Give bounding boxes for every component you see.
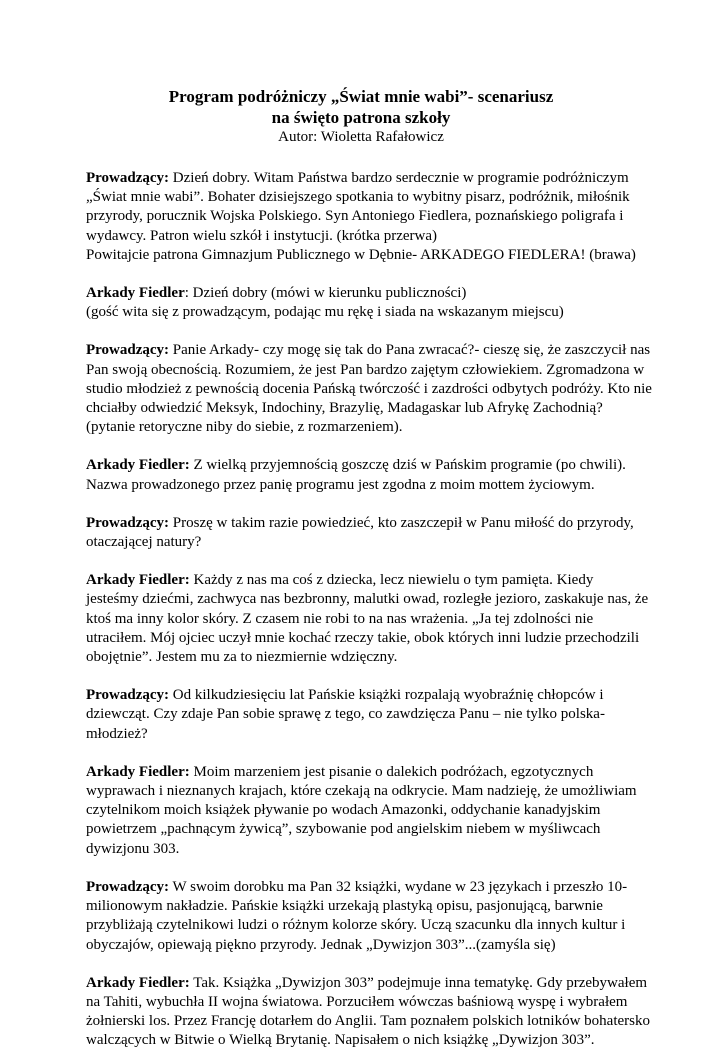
document-author: Autor: Wioletta Rafałowicz bbox=[278, 129, 444, 145]
dialogue-text: walczących w Bitwie o Wielką Brytanię. Napisałem o nich książkę „Dywizjon 303”. bbox=[86, 1032, 595, 1049]
dialogue-line bbox=[86, 571, 636, 590]
document-title bbox=[86, 86, 636, 128]
dialogue-line bbox=[86, 514, 636, 533]
dialogue-line bbox=[86, 284, 636, 303]
dialogue-text: Każdy z nas ma coś z dziecka, lecz niewielu o tym pamięta. Kiedy bbox=[189, 572, 594, 589]
speaker-name: Prowadzący: bbox=[86, 170, 170, 186]
dialogue-paragraph bbox=[86, 169, 636, 265]
dialogue-text: chciałby odwiedzić Meksyk, Indochiny, Brazylię, Madagaskar lub Afrykę Zachodnią? bbox=[86, 400, 603, 417]
dialogue-text: Powitajcie patrona Gimnazjum Publicznego w Dębnie- ARKADEGO FIEDLERA! (brawa) bbox=[86, 246, 636, 263]
dialogue-text: (pytanie retoryczne niby do siebie, z rozmarzeniem). bbox=[86, 419, 403, 436]
dialogue-text: : Dzień dobry (mówi w kierunku publiczności) bbox=[184, 285, 467, 302]
dialogue-text: jesteśmy dziećmi, zachwyca nas bezbronny, malutki owad, rozległe jezioro, zaskakuje nas, że bbox=[86, 591, 649, 608]
dialogue-line bbox=[86, 361, 645, 380]
dialogue-text: wyprawach i nieznanych krajach, które czekają na odkrycie. Mam nadzieję, że umożliwiam bbox=[86, 783, 637, 800]
dialogue-text: czytelnikom moich książek pływanie po wodach Amazonki, oddychanie kanadyjskim bbox=[86, 802, 601, 819]
dialogue-line bbox=[86, 820, 636, 839]
dialogue-text: Pan swoją obecnością. Rozumiem, że jest Pan bardzo zajętym człowiekiem. Zgromadzona w bbox=[86, 361, 645, 378]
dialogue-line bbox=[86, 878, 636, 897]
dialogue-text: otaczającej natury? bbox=[86, 534, 202, 551]
dialogue-paragraph bbox=[86, 878, 636, 955]
dialogue-line bbox=[86, 188, 636, 207]
dialogue-line bbox=[86, 629, 640, 648]
dialogue-text: na Tahiti, wybuchła II wojna światowa. Porzuciłem wówczas baśniową wyspę i wybrałem bbox=[86, 993, 628, 1010]
dialogue-line bbox=[86, 590, 649, 609]
document-body bbox=[86, 169, 652, 1051]
dialogue-text: Moim marzeniem jest pisanie o dalekich podróżach, egzotycznych bbox=[189, 763, 594, 780]
dialogue-paragraph bbox=[86, 763, 636, 859]
dialogue-line bbox=[86, 840, 636, 859]
dialogue-line bbox=[86, 916, 636, 935]
speaker-name: Prowadzący: bbox=[86, 342, 170, 359]
dialogue-line bbox=[86, 801, 636, 820]
dialogue-text: dziewcząt. Czy zdaje Pan sobie sprawę z tego, co zawdzięcza Panu – nie tylko polska- bbox=[86, 706, 605, 723]
dialogue-line bbox=[86, 246, 636, 265]
dialogue-text: przyrody, porucznik Wojska Polskiego. Syn Antoniego Fiedlera, poznańskiego poligrafa i bbox=[86, 208, 624, 225]
speaker-name: Prowadzący: bbox=[86, 687, 170, 704]
dialogue-text: wydawcy. Patron wielu szkół i instytucji. (krótka przerwa) bbox=[86, 227, 438, 244]
dialogue-text: przybliżają czytelnikowi ludzi o różnym kolorze skóry. Uczą szacunku dla innych kultur i bbox=[86, 917, 626, 934]
title-line-2: na święto patrona szkoły bbox=[271, 108, 451, 127]
dialogue-line bbox=[86, 686, 636, 705]
dialogue-text: (gość wita się z prowadzącym, podając mu rękę i siada na wskazanym miejscu) bbox=[86, 304, 564, 321]
dialogue-line bbox=[86, 418, 636, 437]
dialogue-line bbox=[86, 648, 636, 667]
dialogue-line bbox=[86, 380, 652, 399]
dialogue-text: żołnierski los. Przez Francję dotarłem do Anglii. Tam poznałem polskich lotników bohatersko bbox=[86, 1013, 650, 1030]
dialogue-text: ktoś ma inny kolor skóry. Z czasem nie robi to na nas wrażenia. „Ja tej zdolności nie bbox=[86, 610, 594, 627]
dialogue-line bbox=[86, 993, 636, 1012]
dialogue-text: milionowym nakładzie. Pańskie książki urzekają plastyką opisu, pasjonującą, barwnie bbox=[86, 898, 603, 915]
speaker-name: Prowadzący: bbox=[86, 514, 170, 531]
title-line-1: Program podróżniczy „Świat mnie wabi”- scenariusz bbox=[168, 87, 554, 106]
dialogue-paragraph bbox=[86, 341, 652, 437]
dialogue-text: W swoim dorobku ma Pan 32 książki, wydane w 23 językach i przeszło 10- bbox=[169, 878, 628, 895]
dialogue-text: młodzież? bbox=[86, 725, 148, 742]
dialogue-paragraph bbox=[86, 456, 636, 494]
dialogue-text: Proszę w takim razie powiedzieć, kto zaszczepił w Panu miłość do przyrody, bbox=[169, 514, 634, 531]
dialogue-text: Panie Arkady- czy mogę się tak do Pana zwracać?- cieszę się, że zaszczycił nas bbox=[169, 342, 651, 359]
dialogue-text: obyczajów, opiewają piękno przyrody. Jednak „Dywizjon 303”...(zamyśla się) bbox=[86, 936, 556, 953]
dialogue-line bbox=[86, 897, 636, 916]
dialogue-line bbox=[86, 974, 648, 993]
dialogue-line bbox=[86, 303, 636, 322]
dialogue-line bbox=[86, 476, 636, 495]
speaker-name: Arkady Fiedler: bbox=[86, 457, 190, 474]
dialogue-text: „Świat mnie wabi”. Bohater dzisiejszego spotkania to wybitny pisarz, podróżnik, miłośnik bbox=[86, 189, 630, 206]
dialogue-line bbox=[86, 1012, 650, 1031]
dialogue-line bbox=[86, 1031, 636, 1050]
dialogue-text: Z wielką przyjemnością goszczę dziś w Pańskim programie (po chwili). bbox=[189, 457, 626, 474]
speaker-name: Arkady Fiedler bbox=[86, 285, 185, 302]
dialogue-text: powietrzem „pachnącym żywicą”, szybowanie pod angielskim niebem w myśliwcach bbox=[86, 821, 601, 838]
dialogue-text: dywizjonu 303. bbox=[86, 840, 180, 857]
dialogue-line bbox=[86, 207, 636, 226]
speaker-name: Prowadzący: bbox=[86, 878, 170, 895]
dialogue-line bbox=[86, 169, 636, 188]
dialogue-line bbox=[86, 936, 636, 955]
dialogue-paragraph bbox=[86, 571, 649, 667]
dialogue-line bbox=[86, 341, 651, 360]
dialogue-line bbox=[86, 725, 636, 744]
dialogue-text: utraciłem. Mój ojciec uczył mnie kochać rzeczy takie, obok których inni ludzie przechodzili bbox=[86, 629, 640, 646]
dialogue-text: Tak. Książka „Dywizjon 303” podejmuje inna tematykę. Gdy przebywałem bbox=[189, 974, 648, 991]
dialogue-paragraph bbox=[86, 514, 636, 552]
dialogue-text: Od kilkudziesięciu lat Pańskie książki rozpalają wyobraźnię chłopców i bbox=[169, 687, 604, 704]
dialogue-paragraph bbox=[86, 974, 650, 1051]
dialogue-paragraph bbox=[86, 686, 636, 744]
dialogue-line bbox=[86, 705, 636, 724]
dialogue-text: obojętnie”. Jestem mu za to niezmiernie wdzięczny. bbox=[86, 649, 398, 666]
dialogue-line bbox=[86, 763, 636, 782]
dialogue-text: Dzień dobry. Witam Państwa bardzo serdecznie w programie podróżniczym bbox=[169, 170, 629, 186]
dialogue-line bbox=[86, 782, 636, 801]
dialogue-line bbox=[86, 610, 636, 629]
speaker-name: Arkady Fiedler: bbox=[86, 974, 190, 991]
dialogue-paragraph bbox=[86, 284, 636, 322]
dialogue-line bbox=[86, 533, 636, 552]
dialogue-line bbox=[86, 227, 636, 246]
speaker-name: Arkady Fiedler: bbox=[86, 572, 190, 589]
dialogue-text: Nazwa prowadzonego przez panię programu jest zgodna z moim mottem życiowym. bbox=[86, 476, 595, 493]
speaker-name: Arkady Fiedler: bbox=[86, 763, 190, 780]
dialogue-line bbox=[86, 399, 636, 418]
dialogue-text: studio młodzież z pewnością docenia Pańską twórczość i zazdrości odbytych podróży. Kto nie bbox=[86, 380, 652, 397]
dialogue-line bbox=[86, 456, 636, 475]
